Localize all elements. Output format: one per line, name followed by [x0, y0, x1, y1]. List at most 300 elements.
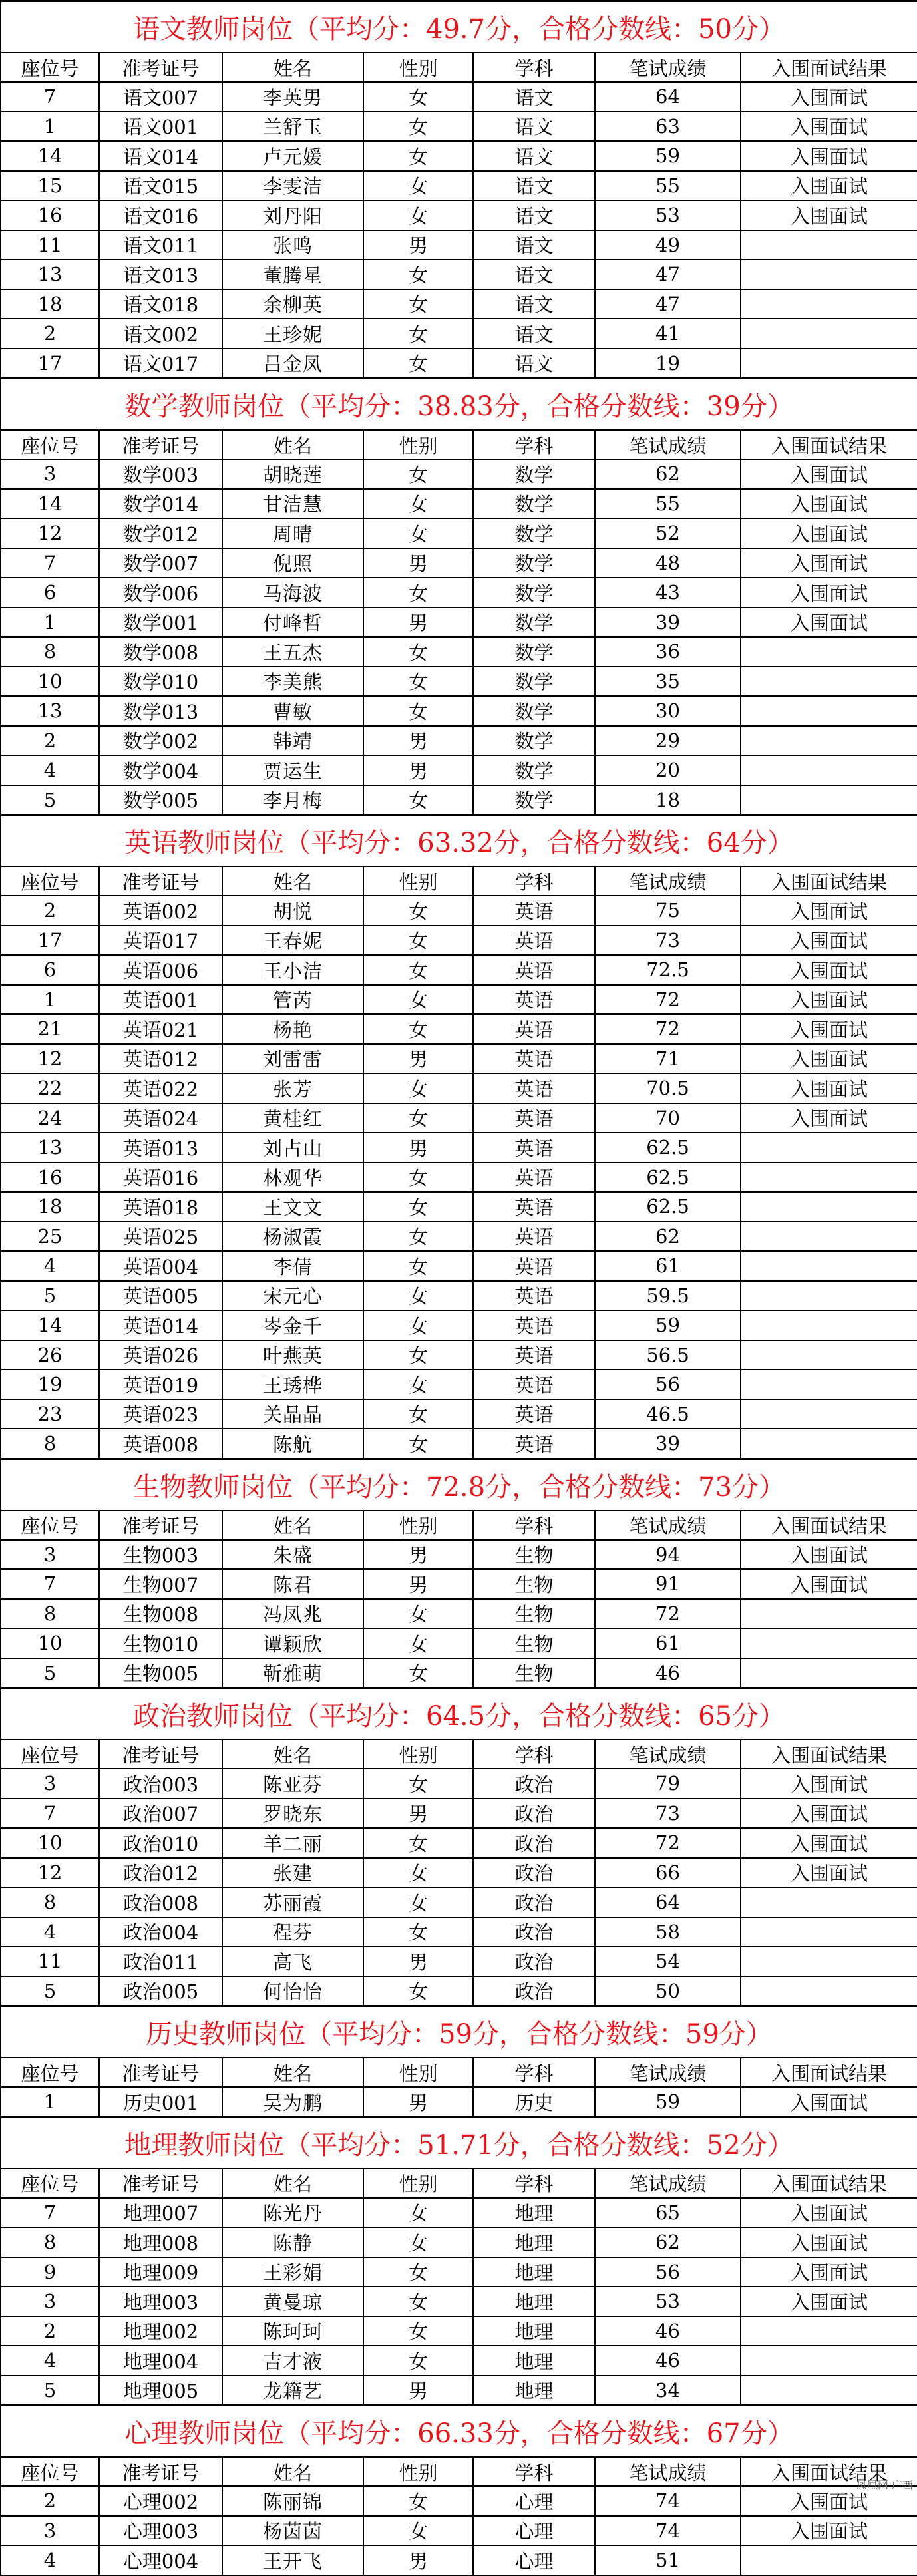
interview-result-cell: 入围面试	[741, 1569, 917, 1599]
gender-cell: 女	[363, 200, 473, 230]
subject-cell: 英语	[473, 1340, 595, 1370]
gender-cell: 女	[363, 578, 473, 608]
table-row	[1, 1014, 917, 1044]
seat-number-cell: 23	[1, 1399, 99, 1429]
seat-number-cell: 1	[1, 608, 99, 638]
exam-id-cell: 生物007	[99, 1569, 222, 1599]
section-title-row	[1, 1688, 917, 1740]
seat-number-cell: 22	[1, 1073, 99, 1103]
interview-result-cell: 入围面试	[741, 518, 917, 548]
written-score-cell: 73	[595, 926, 741, 956]
interview-result-cell	[741, 1976, 917, 2006]
exam-id-cell: 语文011	[99, 230, 222, 260]
exam-id-cell: 政治010	[99, 1828, 222, 1858]
candidate-name-cell: 李倩	[222, 1251, 363, 1281]
subject-cell: 英语	[473, 926, 595, 956]
interview-result-cell: 入围面试	[741, 1858, 917, 1888]
subject-cell: 数学	[473, 548, 595, 578]
gender-cell: 女	[363, 1599, 473, 1629]
exam-id-cell: 英语004	[99, 1251, 222, 1281]
table-row	[1, 1281, 917, 1311]
exam-id-cell: 数学008	[99, 637, 222, 667]
exam-id-cell: 英语017	[99, 926, 222, 956]
subject-cell: 生物	[473, 1628, 595, 1658]
seat-number-cell: 11	[1, 230, 99, 260]
candidate-name-cell: 付峰哲	[222, 608, 363, 638]
column-header-candidate-name: 姓名	[222, 866, 363, 896]
gender-cell: 女	[363, 1658, 473, 1688]
candidate-name-cell: 曹敏	[222, 696, 363, 726]
seat-number-cell: 10	[1, 1628, 99, 1658]
section-title-row	[1, 379, 917, 431]
interview-result-cell: 入围面试	[741, 1828, 917, 1858]
exam-id-cell: 语文014	[99, 141, 222, 171]
table-row	[1, 1370, 917, 1399]
exam-id-cell: 语文002	[99, 319, 222, 349]
candidate-name-cell: 陈丽锦	[222, 2486, 363, 2516]
subject-cell: 英语	[473, 1014, 595, 1044]
gender-cell: 男	[363, 1799, 473, 1829]
table-row	[1, 1192, 917, 1222]
column-header-exam-id: 准考证号	[99, 53, 222, 82]
gender-cell: 女	[363, 1014, 473, 1044]
seat-number-cell: 13	[1, 696, 99, 726]
candidate-name-cell: 马海波	[222, 578, 363, 608]
seat-number-cell: 9	[1, 2257, 99, 2287]
seat-number-cell: 5	[1, 1658, 99, 1688]
written-score-cell: 48	[595, 548, 741, 578]
column-header-seat-number: 座位号	[1, 53, 99, 82]
table-row	[1, 1540, 917, 1570]
written-score-cell: 55	[595, 171, 741, 201]
seat-number-cell: 13	[1, 1133, 99, 1163]
written-score-cell: 73	[595, 1799, 741, 1829]
gender-cell: 女	[363, 1399, 473, 1429]
candidate-name-cell: 关晶晶	[222, 1399, 363, 1429]
written-score-cell: 41	[595, 319, 741, 349]
candidate-name-cell: 王琇桦	[222, 1370, 363, 1399]
exam-id-cell: 地理007	[99, 2198, 222, 2228]
subject-cell: 语文	[473, 200, 595, 230]
written-score-cell: 65	[595, 2198, 741, 2228]
table-row	[1, 1429, 917, 1459]
seat-number-cell: 10	[1, 667, 99, 697]
table-row	[1, 260, 917, 289]
gender-cell: 女	[363, 2346, 473, 2376]
candidate-name-cell: 贾运生	[222, 755, 363, 785]
gender-cell: 女	[363, 1858, 473, 1888]
column-header-seat-number: 座位号	[1, 1511, 99, 1540]
gender-cell: 女	[363, 1310, 473, 1340]
written-score-cell: 50	[595, 1976, 741, 2006]
table-row	[1, 578, 917, 608]
exam-id-cell: 政治003	[99, 1769, 222, 1799]
exam-id-cell: 数学002	[99, 726, 222, 756]
seat-number-cell: 7	[1, 1569, 99, 1599]
candidate-name-cell: 甘洁慧	[222, 489, 363, 519]
column-header-row	[1, 1511, 917, 1540]
section-title: 数学教师岗位（平均分：38.83分，合格分数线：39分）	[1, 379, 917, 431]
candidate-name-cell: 杨艳	[222, 1014, 363, 1044]
exam-id-cell: 地理002	[99, 2316, 222, 2346]
candidate-name-cell: 谭颖欣	[222, 1628, 363, 1658]
column-header-interview-result: 入围面试结果	[741, 1740, 917, 1769]
table-row	[1, 1628, 917, 1658]
table-row	[1, 1799, 917, 1829]
written-score-cell: 53	[595, 2287, 741, 2316]
interview-result-cell	[741, 1658, 917, 1688]
column-header-subject: 学科	[473, 1511, 595, 1540]
written-score-cell: 39	[595, 1429, 741, 1459]
exam-id-cell: 语文013	[99, 260, 222, 289]
subject-cell: 英语	[473, 1222, 595, 1252]
candidate-name-cell: 王彩娟	[222, 2257, 363, 2287]
gender-cell: 女	[363, 459, 473, 489]
exam-id-cell: 生物005	[99, 1658, 222, 1688]
gender-cell: 女	[363, 2486, 473, 2516]
subject-cell: 语文	[473, 349, 595, 379]
column-header-row	[1, 2058, 917, 2087]
candidate-name-cell: 李雯洁	[222, 171, 363, 201]
written-score-cell: 59	[595, 141, 741, 171]
gender-cell: 女	[363, 1222, 473, 1252]
interview-result-cell: 入围面试	[741, 578, 917, 608]
column-header-exam-id: 准考证号	[99, 866, 222, 896]
table-row	[1, 926, 917, 956]
table-row	[1, 1163, 917, 1193]
exam-id-cell: 生物003	[99, 1540, 222, 1570]
column-header-written-score: 笔试成绩	[595, 53, 741, 82]
subject-cell: 政治	[473, 1799, 595, 1829]
interview-result-cell	[741, 260, 917, 289]
column-header-subject: 学科	[473, 866, 595, 896]
gender-cell: 女	[363, 955, 473, 985]
written-score-cell: 55	[595, 489, 741, 519]
subject-cell: 语文	[473, 260, 595, 289]
table-row	[1, 755, 917, 785]
candidate-name-cell: 王五杰	[222, 637, 363, 667]
candidate-name-cell: 余柳英	[222, 289, 363, 319]
interview-result-cell: 入围面试	[741, 171, 917, 201]
interview-result-cell	[741, 755, 917, 785]
column-header-interview-result: 入围面试结果	[741, 1511, 917, 1540]
interview-result-cell: 入围面试	[741, 896, 917, 926]
subject-cell: 数学	[473, 785, 595, 815]
gender-cell: 男	[363, 608, 473, 638]
subject-cell: 英语	[473, 985, 595, 1015]
subject-cell: 地理	[473, 2287, 595, 2316]
table-row	[1, 289, 917, 319]
written-score-cell: 62.5	[595, 1133, 741, 1163]
table-row	[1, 141, 917, 171]
subject-cell: 语文	[473, 230, 595, 260]
column-header-candidate-name: 姓名	[222, 2058, 363, 2087]
candidate-name-cell: 羊二丽	[222, 1828, 363, 1858]
seat-number-cell: 8	[1, 1429, 99, 1459]
subject-cell: 英语	[473, 896, 595, 926]
exam-id-cell: 数学010	[99, 667, 222, 697]
written-score-cell: 54	[595, 1946, 741, 1976]
exam-id-cell: 英语026	[99, 1340, 222, 1370]
exam-id-cell: 历史001	[99, 2087, 222, 2117]
section-title-row	[1, 2406, 917, 2458]
written-score-cell: 35	[595, 667, 741, 697]
exam-id-cell: 英语005	[99, 1281, 222, 1311]
exam-id-cell: 地理008	[99, 2227, 222, 2257]
column-header-candidate-name: 姓名	[222, 430, 363, 459]
exam-id-cell: 英语023	[99, 1399, 222, 1429]
interview-result-cell: 入围面试	[741, 112, 917, 142]
table-row	[1, 985, 917, 1015]
gender-cell: 女	[363, 2287, 473, 2316]
exam-id-cell: 数学006	[99, 578, 222, 608]
column-header-row	[1, 2169, 917, 2198]
table-row	[1, 667, 917, 697]
seat-number-cell: 7	[1, 82, 99, 112]
column-header-gender: 性别	[363, 866, 473, 896]
seat-number-cell: 5	[1, 1281, 99, 1311]
subject-cell: 数学	[473, 696, 595, 726]
table-row	[1, 1222, 917, 1252]
candidate-name-cell: 陈航	[222, 1429, 363, 1459]
seat-number-cell: 24	[1, 1103, 99, 1133]
column-header-subject: 学科	[473, 430, 595, 459]
interview-result-cell	[741, 1399, 917, 1429]
column-header-row	[1, 1740, 917, 1769]
exam-id-cell: 生物008	[99, 1599, 222, 1629]
table-row	[1, 319, 917, 349]
exam-id-cell: 心理003	[99, 2516, 222, 2546]
table-row	[1, 2087, 917, 2117]
written-score-cell: 64	[595, 1887, 741, 1917]
written-score-cell: 61	[595, 1628, 741, 1658]
subject-cell: 英语	[473, 1281, 595, 1311]
exam-id-cell: 英语012	[99, 1044, 222, 1074]
candidate-name-cell: 王小洁	[222, 955, 363, 985]
exam-id-cell: 英语025	[99, 1222, 222, 1252]
exam-id-cell: 语文018	[99, 289, 222, 319]
table-row	[1, 2257, 917, 2287]
written-score-cell: 59	[595, 1310, 741, 1340]
exam-id-cell: 英语016	[99, 1163, 222, 1193]
subject-cell: 政治	[473, 1887, 595, 1917]
candidate-name-cell: 李英男	[222, 82, 363, 112]
exam-id-cell: 政治007	[99, 1799, 222, 1829]
interview-result-cell	[741, 1251, 917, 1281]
seat-number-cell: 13	[1, 260, 99, 289]
seat-number-cell: 4	[1, 1917, 99, 1947]
column-header-exam-id: 准考证号	[99, 1511, 222, 1540]
seat-number-cell: 4	[1, 2545, 99, 2575]
gender-cell: 女	[363, 896, 473, 926]
subject-cell: 英语	[473, 955, 595, 985]
seat-number-cell: 6	[1, 955, 99, 985]
seat-number-cell: 18	[1, 1192, 99, 1222]
seat-number-cell: 3	[1, 1540, 99, 1570]
exam-id-cell: 数学012	[99, 518, 222, 548]
exam-id-cell: 英语014	[99, 1310, 222, 1340]
interview-result-cell	[741, 1946, 917, 1976]
column-header-row	[1, 866, 917, 896]
column-header-interview-result: 入围面试结果	[741, 430, 917, 459]
candidate-name-cell: 岑金千	[222, 1310, 363, 1340]
column-header-gender: 性别	[363, 2457, 473, 2486]
column-header-interview-result: 入围面试结果	[741, 53, 917, 82]
table-row	[1, 82, 917, 112]
subject-cell: 政治	[473, 1946, 595, 1976]
table-row	[1, 230, 917, 260]
exam-id-cell: 数学004	[99, 755, 222, 785]
gender-cell: 男	[363, 726, 473, 756]
subject-cell: 地理	[473, 2227, 595, 2257]
interview-result-cell	[741, 289, 917, 319]
seat-number-cell: 12	[1, 1858, 99, 1888]
gender-cell: 女	[363, 1370, 473, 1399]
seat-number-cell: 16	[1, 200, 99, 230]
seat-number-cell: 2	[1, 2316, 99, 2346]
written-score-cell: 46.5	[595, 1399, 741, 1429]
exam-id-cell: 英语008	[99, 1429, 222, 1459]
subject-cell: 英语	[473, 1429, 595, 1459]
column-header-candidate-name: 姓名	[222, 2457, 363, 2486]
table-row	[1, 2376, 917, 2406]
table-row	[1, 2516, 917, 2546]
table-row	[1, 1569, 917, 1599]
table-row	[1, 2545, 917, 2575]
gender-cell: 女	[363, 985, 473, 1015]
written-score-cell: 74	[595, 2516, 741, 2546]
candidate-name-cell: 吉才液	[222, 2346, 363, 2376]
seat-number-cell: 7	[1, 548, 99, 578]
subject-cell: 数学	[473, 608, 595, 638]
candidate-name-cell: 吕金凤	[222, 349, 363, 379]
interview-result-cell	[741, 1917, 917, 1947]
column-header-subject: 学科	[473, 2457, 595, 2486]
written-score-cell: 46	[595, 2346, 741, 2376]
interview-result-cell	[741, 2545, 917, 2575]
column-header-written-score: 笔试成绩	[595, 430, 741, 459]
written-score-cell: 72	[595, 985, 741, 1015]
written-score-cell: 61	[595, 1251, 741, 1281]
written-score-cell: 62.5	[595, 1192, 741, 1222]
exam-id-cell: 英语019	[99, 1370, 222, 1399]
column-header-interview-result: 入围面试结果	[741, 2169, 917, 2198]
table-row	[1, 1769, 917, 1799]
subject-cell: 政治	[473, 1917, 595, 1947]
column-header-candidate-name: 姓名	[222, 1740, 363, 1769]
subject-cell: 数学	[473, 489, 595, 519]
written-score-cell: 62.5	[595, 1163, 741, 1193]
column-header-gender: 性别	[363, 1511, 473, 1540]
interview-result-cell: 入围面试	[741, 2516, 917, 2546]
interview-result-cell	[741, 1310, 917, 1340]
column-header-interview-result: 入围面试结果	[741, 2058, 917, 2087]
interview-result-cell: 入围面试	[741, 1014, 917, 1044]
table-row	[1, 1917, 917, 1947]
candidate-name-cell: 杨淑霞	[222, 1222, 363, 1252]
exam-id-cell: 语文007	[99, 82, 222, 112]
section-title: 语文教师岗位（平均分：49.7分，合格分数线：50分）	[1, 1, 917, 53]
gender-cell: 女	[363, 1251, 473, 1281]
candidate-name-cell: 卢元媛	[222, 141, 363, 171]
subject-cell: 地理	[473, 2198, 595, 2228]
column-header-gender: 性别	[363, 53, 473, 82]
gender-cell: 女	[363, 1828, 473, 1858]
interview-result-cell: 入围面试	[741, 1103, 917, 1133]
candidate-name-cell: 张芳	[222, 1073, 363, 1103]
column-header-interview-result: 入围面试结果	[741, 866, 917, 896]
written-score-cell: 70.5	[595, 1073, 741, 1103]
written-score-cell: 70	[595, 1103, 741, 1133]
gender-cell: 女	[363, 1163, 473, 1193]
written-score-cell: 74	[595, 2486, 741, 2516]
seat-number-cell: 10	[1, 1828, 99, 1858]
seat-number-cell: 14	[1, 1310, 99, 1340]
table-row	[1, 1828, 917, 1858]
seat-number-cell: 12	[1, 518, 99, 548]
subject-cell: 政治	[473, 1858, 595, 1888]
seat-number-cell: 8	[1, 1887, 99, 1917]
interview-result-cell	[741, 1163, 917, 1193]
gender-cell: 女	[363, 1429, 473, 1459]
gender-cell: 男	[363, 755, 473, 785]
exam-id-cell: 英语018	[99, 1192, 222, 1222]
written-score-cell: 36	[595, 637, 741, 667]
table-row	[1, 518, 917, 548]
table-row	[1, 2227, 917, 2257]
seat-number-cell: 25	[1, 1222, 99, 1252]
candidate-name-cell: 靳雅萌	[222, 1658, 363, 1688]
subject-cell: 数学	[473, 637, 595, 667]
gender-cell: 女	[363, 349, 473, 379]
subject-cell: 生物	[473, 1540, 595, 1570]
candidate-name-cell: 罗晓东	[222, 1799, 363, 1829]
written-score-cell: 56.5	[595, 1340, 741, 1370]
gender-cell: 女	[363, 696, 473, 726]
candidate-name-cell: 朱盛	[222, 1540, 363, 1570]
table-row	[1, 459, 917, 489]
candidate-name-cell: 陈光丹	[222, 2198, 363, 2228]
seat-number-cell: 12	[1, 1044, 99, 1074]
subject-cell: 政治	[473, 1976, 595, 2006]
interview-result-cell	[741, 785, 917, 815]
written-score-cell: 79	[595, 1769, 741, 1799]
candidate-name-cell: 董腾星	[222, 260, 363, 289]
subject-cell: 数学	[473, 459, 595, 489]
gender-cell: 女	[363, 1073, 473, 1103]
interview-result-cell: 入围面试	[741, 459, 917, 489]
gender-cell: 女	[363, 2516, 473, 2546]
gender-cell: 男	[363, 1540, 473, 1570]
seat-number-cell: 2	[1, 2486, 99, 2516]
exam-id-cell: 英语013	[99, 1133, 222, 1163]
subject-cell: 语文	[473, 112, 595, 142]
interview-result-cell: 入围面试	[741, 608, 917, 638]
seat-number-cell: 17	[1, 349, 99, 379]
section-title-row	[1, 2006, 917, 2058]
column-header-seat-number: 座位号	[1, 430, 99, 459]
exam-id-cell: 数学007	[99, 548, 222, 578]
seat-number-cell: 1	[1, 112, 99, 142]
interview-result-cell: 入围面试	[741, 141, 917, 171]
column-header-written-score: 笔试成绩	[595, 2169, 741, 2198]
column-header-row	[1, 2457, 917, 2486]
exam-id-cell: 政治004	[99, 1917, 222, 1947]
written-score-cell: 34	[595, 2376, 741, 2406]
gender-cell: 女	[363, 1769, 473, 1799]
table-row	[1, 548, 917, 578]
subject-cell: 数学	[473, 755, 595, 785]
